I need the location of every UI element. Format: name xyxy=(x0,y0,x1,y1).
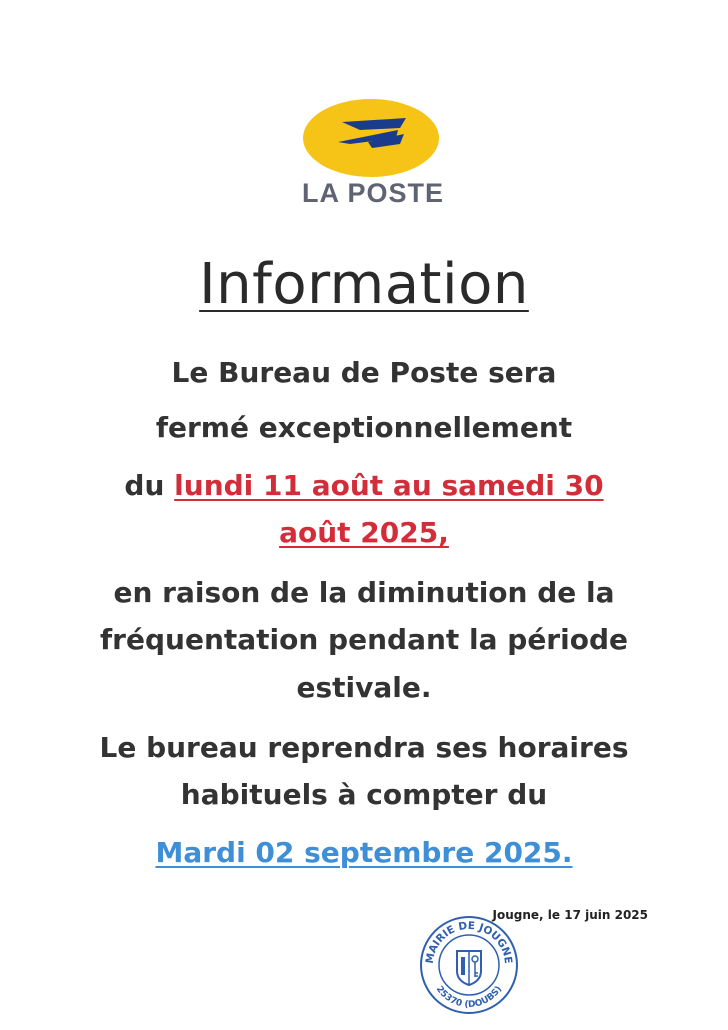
notice-title xyxy=(0,252,728,317)
notice-title-text: Information xyxy=(199,252,529,317)
body-line-3-prefix: du xyxy=(124,469,175,502)
town-hall-stamp xyxy=(419,915,519,1015)
body-line-2: fermé exceptionnellement xyxy=(155,411,573,444)
body-line-3 xyxy=(0,468,728,504)
stamp-bottom-text: 25370 (DOUBS) xyxy=(433,984,505,1011)
body-line-9: habituels à compter du xyxy=(180,778,548,811)
body-line-4 xyxy=(0,515,728,551)
reopening-date: Mardi 02 septembre 2025. xyxy=(155,836,573,869)
la-poste-wordmark: LA POSTE xyxy=(301,178,444,208)
body-line-8: Le bureau reprendra ses horaires xyxy=(99,731,629,764)
place-date-line: Jougne, le 17 juin 2025 xyxy=(492,908,648,922)
body-line-7: estivale. xyxy=(296,671,432,704)
closure-dates-start: lundi 11 août au samedi 30 xyxy=(174,469,604,502)
closure-dates-end: août 2025, xyxy=(279,516,449,549)
body-line-5: en raison de la diminution de la xyxy=(113,576,615,609)
body-line-10 xyxy=(0,835,728,871)
body-line-1: Le Bureau de Poste sera xyxy=(171,356,557,389)
stamp-top-text: MAIRIE DE JOUGNE xyxy=(423,919,515,965)
coat-of-arms-icon xyxy=(457,951,481,985)
body-line-6: fréquentation pendant la période xyxy=(100,623,628,656)
la-poste-logo xyxy=(278,98,468,210)
la-poste-bird-icon xyxy=(302,98,440,178)
